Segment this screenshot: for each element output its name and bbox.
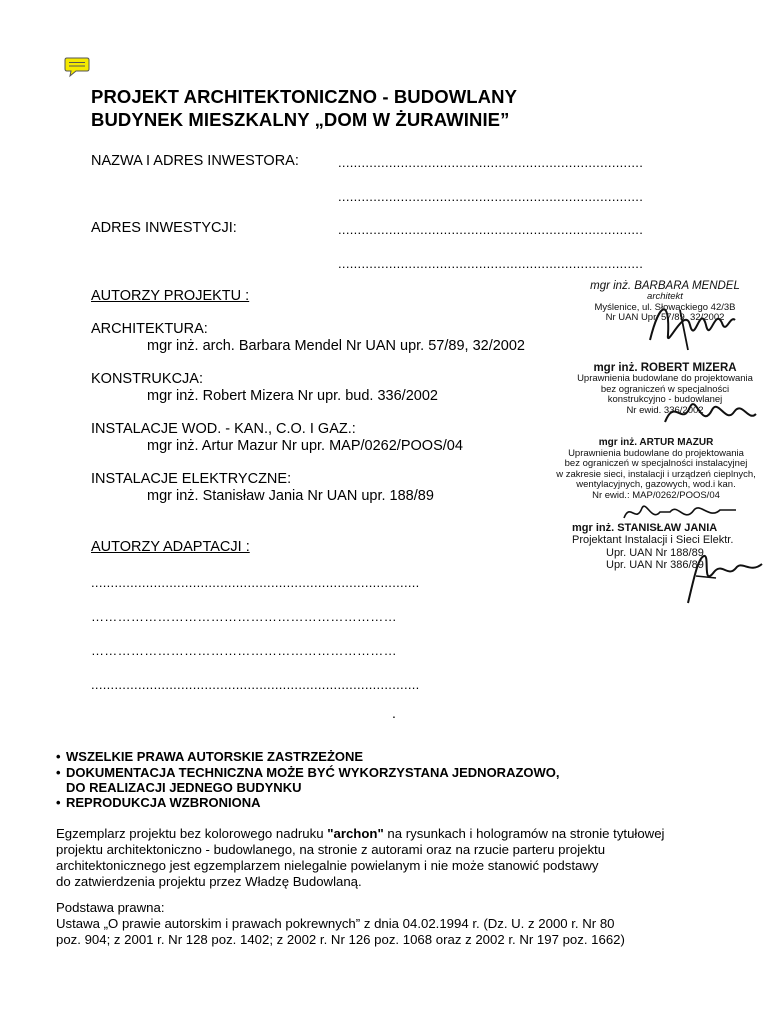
rights-item-2-cont: DO REALIZACJI JEDNEGO BUDYNKU bbox=[66, 780, 302, 795]
copy-notice-post: na rysunkach i hologramów na stronie tytułowej bbox=[383, 826, 665, 841]
stamp-mendel-name: mgr inż. BARBARA MENDEL bbox=[590, 280, 740, 292]
signature-mizera bbox=[660, 392, 760, 432]
investment-line-1: .............................................................................. bbox=[338, 222, 644, 237]
stamp-mendel-address: Myślenice, ul. Słowackiego 42/3B bbox=[594, 301, 736, 313]
investment-label: ADRES INWESTYCJI: bbox=[91, 220, 237, 236]
stamp-mizera-line-1: Uprawnienia budowlane do projektowania bbox=[577, 373, 753, 384]
investment-line-2: .............................................................................. bbox=[338, 256, 644, 271]
authors-heading: AUTORZY PROJEKTU : bbox=[91, 288, 250, 304]
investor-line-1: .............................................................................. bbox=[338, 155, 644, 170]
adaptation-heading: AUTORZY ADAPTACJI : bbox=[91, 539, 250, 555]
comment-note-icon[interactable] bbox=[64, 56, 90, 78]
stamp-mazur bbox=[545, 438, 767, 501]
title-line-2: BUDYNEK MIESZKALNY „DOM W ŻURAWINIE” bbox=[91, 109, 510, 130]
electrical-person: mgr inż. Stanisław Jania Nr UAN upr. 188/89 bbox=[147, 488, 434, 504]
stamp-mazur-line-5: Nr ewid.: MAP/0262/POOS/04 bbox=[592, 489, 720, 501]
bullet-glyph: • bbox=[56, 765, 61, 780]
rights-item-1 bbox=[56, 749, 363, 764]
stamp-mazur-line-4: wentylacyjnych, gazowych, wod.i kan. bbox=[576, 479, 736, 490]
investor-label: NAZWA I ADRES INWESTORA: bbox=[91, 153, 299, 169]
stray-dot: . bbox=[392, 705, 396, 721]
architecture-label: ARCHITEKTURA: bbox=[91, 321, 208, 337]
adaptation-line-1: .................................................................................... bbox=[91, 575, 420, 590]
stamp-mazur-line-3: w zakresie sieci, instalacji i urządzeń cieplnych, bbox=[556, 468, 756, 480]
adaptation-line-4: .................................................................................... bbox=[91, 677, 420, 692]
copy-notice-line-2: projektu architektoniczno - budowlanego, na stronie z autorami oraz na rzucie parteru projektu bbox=[56, 842, 606, 857]
rights-text-1: WSZELKIE PRAWA AUTORSKIE ZASTRZEŻONE bbox=[66, 749, 364, 764]
stamp-jania-line-2: Upr. UAN Nr 188/89 bbox=[606, 547, 704, 559]
stamp-jania-line-3: Upr. UAN Nr 386/89 bbox=[606, 559, 704, 571]
copy-notice-archon: "archon" bbox=[327, 826, 384, 841]
architecture-person: mgr inż. arch. Barbara Mendel Nr UAN upr. 57/89, 32/2002 bbox=[147, 338, 525, 354]
stamp-mizera-line-2: bez ograniczeń w specjalności bbox=[600, 383, 730, 395]
construction-label: KONSTRUKCJA: bbox=[91, 371, 203, 387]
stamp-jania-name: mgr inż. STANISŁAW JANIA bbox=[572, 522, 718, 534]
rights-text-3: REPRODUKCJA WZBRONIONA bbox=[66, 795, 261, 810]
copy-notice-pre: Egzemplarz projektu bez kolorowego nadruku bbox=[56, 826, 328, 841]
stamp-mendel-role: architekt bbox=[647, 291, 683, 302]
stamp-mazur-line-1: Uprawnienia budowlane do projektowania bbox=[568, 447, 744, 459]
adaptation-line-3: …………………………………………………………… bbox=[91, 643, 397, 658]
stamp-jania-line-1: Projektant Instalacji i Sieci Elektr. bbox=[572, 534, 734, 546]
installations-label: INSTALACJE WOD. - KAN., C.O. I GAZ.: bbox=[91, 421, 356, 437]
legal-line-1: Ustawa „O prawie autorskim i prawach pokrewnych” z dnia 04.02.1994 r. (Dz. U. z 2000 r. Nr 80 bbox=[56, 916, 615, 931]
rights-item-3 bbox=[56, 795, 261, 810]
electrical-label: INSTALACJE ELEKTRYCZNE: bbox=[91, 471, 292, 487]
stamp-mizera-name: mgr inż. ROBERT MIZERA bbox=[593, 362, 737, 374]
copy-notice-line-4: do zatwierdzenia projektu przez Władzę Budowlaną. bbox=[56, 874, 362, 889]
signature-jania bbox=[676, 548, 766, 608]
legal-line-2: poz. 904; z 2001 r. Nr 128 poz. 1402; z 2002 r. Nr 126 poz. 1068 oraz z 2002 r. Nr 197 poz. 1662) bbox=[56, 932, 625, 947]
copy-notice-line-1 bbox=[56, 826, 664, 842]
legal-heading: Podstawa prawna: bbox=[56, 900, 165, 915]
stamp-mazur-line-2: bez ograniczeń w specjalności instalacyjnej bbox=[564, 458, 748, 469]
rights-text-2: DOKUMENTACJA TECHNICZNA MOŻE BYĆ WYKORZYSTANA JEDNORAZOWO, bbox=[66, 765, 560, 780]
adaptation-line-2: …………………………………………………………… bbox=[91, 609, 397, 624]
construction-person: mgr inż. Robert Mizera Nr upr. bud. 336/2002 bbox=[147, 388, 438, 404]
copy-notice-line-3: architektonicznego jest egzemplarzem nielegalnie powielanym i nie może stanowić podstawy bbox=[56, 858, 599, 873]
installations-person: mgr inż. Artur Mazur Nr upr. MAP/0262/POOS/04 bbox=[147, 438, 463, 454]
investor-line-2: .............................................................................. bbox=[338, 189, 644, 204]
rights-item-2 bbox=[56, 765, 560, 780]
bullet-glyph: • bbox=[56, 795, 61, 810]
title-line-1: PROJEKT ARCHITEKTONICZNO - BUDOWLANY bbox=[91, 86, 518, 107]
stamp-mizera-line-4: Nr ewid. 336/2002 bbox=[626, 404, 704, 416]
bullet-glyph: • bbox=[56, 749, 61, 764]
stamp-mizera-line-3: konstrukcyjno - budowlanej bbox=[607, 394, 723, 405]
signature-mendel bbox=[640, 295, 740, 355]
stamp-mendel-number: Nr UAN Upr. 57/89, 32/2002 bbox=[605, 312, 725, 323]
stamp-mazur-name: mgr inż. ARTUR MAZUR bbox=[598, 437, 714, 448]
